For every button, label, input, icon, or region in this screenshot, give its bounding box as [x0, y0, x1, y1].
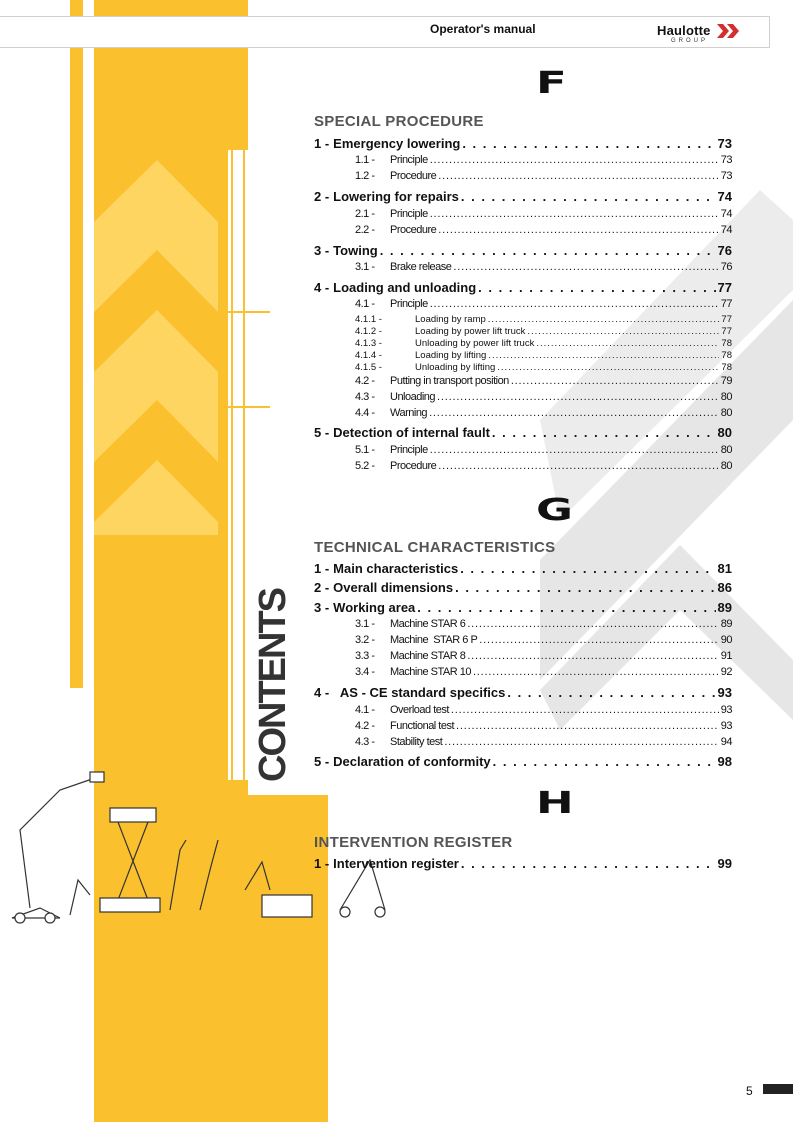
toc-entry-title: Principle	[390, 444, 428, 456]
logo-text: Haulotte	[657, 23, 711, 38]
dot-leader	[488, 350, 719, 361]
dot-leader	[438, 170, 718, 182]
dot-leader	[430, 208, 719, 220]
toc-entry-number: 3.4 -	[355, 666, 375, 678]
toc-entry-number: 2.1 -	[355, 208, 375, 220]
dot-leader	[467, 650, 718, 662]
toc-entry[interactable]	[355, 362, 732, 373]
toc-entry[interactable]	[314, 243, 732, 258]
toc-entry[interactable]	[355, 326, 732, 337]
toc-entry-title: Machine STAR 8	[390, 650, 466, 662]
dot-leader	[511, 375, 719, 387]
toc-entry-page: 80	[720, 391, 732, 403]
dot-leader	[456, 720, 719, 732]
toc-entry[interactable]	[355, 618, 732, 630]
main-yellow-band	[94, 0, 248, 1122]
toc-entry-page: 89	[717, 600, 732, 615]
toc-entry-title: Unloading by power lift truck	[415, 338, 535, 349]
toc-entry-title: Loading by ramp	[415, 314, 486, 325]
toc-entry[interactable]	[314, 580, 732, 595]
haulotte-logo	[657, 22, 743, 44]
toc-entry-number: 1.1 -	[355, 154, 375, 166]
toc-entry-number: 4 -	[314, 280, 330, 295]
toc-entry-title: Unloading	[390, 391, 436, 403]
header-title: Operator's manual	[430, 22, 536, 36]
section-heading-intervention-register: INTERVENTION REGISTER	[314, 834, 513, 851]
dot-leader	[497, 362, 719, 373]
toc-entry-page: 78	[721, 362, 732, 373]
toc-entry-page: 91	[720, 650, 732, 662]
toc-entry-title: Loading and unloading	[333, 280, 477, 295]
toc-entry-page: 81	[717, 561, 732, 576]
toc-entry-title: Declaration of conformity	[333, 754, 491, 769]
toc-entry-title: Towing	[333, 243, 378, 258]
dot-leader	[430, 298, 719, 310]
toc-entry-title: Overall dimensions	[333, 580, 454, 595]
dot-leader	[430, 444, 719, 456]
toc-entry[interactable]	[314, 425, 732, 440]
toc-entry-number: 4.3 -	[355, 736, 375, 748]
toc-entry-number: 4.2 -	[355, 375, 375, 387]
toc-entry-page: 78	[721, 338, 732, 349]
toc-entry-page: 74	[717, 189, 732, 204]
toc-entry-number: 5.2 -	[355, 460, 375, 472]
toc-entry-page: 78	[721, 350, 732, 361]
toc-entry-number: 4.3 -	[355, 391, 375, 403]
toc-entry-number: 1 -	[314, 136, 330, 151]
toc-entry-page: 90	[720, 634, 732, 646]
toc-entry-page: 92	[720, 666, 732, 678]
toc-entry-title: Intervention register	[333, 856, 459, 871]
toc-entry[interactable]	[355, 170, 732, 182]
dot-leader	[455, 580, 715, 595]
dot-leader	[473, 666, 719, 678]
thin-yellow-stripe	[70, 0, 83, 688]
toc-entry[interactable]	[355, 338, 732, 349]
toc-entry[interactable]	[355, 704, 732, 716]
toc-entry-title: Lowering for repairs	[333, 189, 459, 204]
toc-entry-title: AS - CE standard specifics	[333, 685, 506, 700]
toc-entry[interactable]	[355, 634, 732, 646]
toc-entry[interactable]	[314, 856, 732, 871]
toc-entry-number: 3 -	[314, 243, 330, 258]
toc-entry-number: 2 -	[314, 189, 330, 204]
toc-entry-page: 80	[720, 460, 732, 472]
toc-entry-title: Principle	[390, 298, 428, 310]
toc-entry[interactable]	[355, 407, 732, 419]
toc-entry-title: Putting in transport position	[390, 375, 509, 387]
dot-leader	[461, 189, 716, 204]
section-letter-f: F	[536, 66, 567, 101]
toc-entry-number: 4.1.3 -	[355, 338, 382, 349]
toc-entry-title: Principle	[390, 154, 428, 166]
toc-entry-title: Procedure	[390, 170, 437, 182]
toc-entry-page: 73	[720, 170, 732, 182]
section-letter-g: G	[536, 493, 573, 528]
dot-leader	[492, 425, 716, 440]
toc-entry-title: Procedure	[390, 460, 437, 472]
toc-entry-title: Working area	[333, 600, 416, 615]
dot-leader	[478, 280, 715, 295]
dot-leader	[507, 685, 715, 700]
toc-entry-page: 80	[717, 425, 732, 440]
toc-entry[interactable]	[355, 736, 732, 748]
toc-entry-page: 80	[720, 407, 732, 419]
toc-entry-number: 2 -	[314, 580, 330, 595]
toc-entry-title: Machine STAR 10	[390, 666, 471, 678]
toc-entry-number: 1 -	[314, 561, 330, 576]
toc-entry-number: 5 -	[314, 754, 330, 769]
toc-entry-number: 2.2 -	[355, 224, 375, 236]
toc-entry-number: 5 -	[314, 425, 330, 440]
toc-entry[interactable]	[314, 754, 732, 769]
toc-entry[interactable]	[314, 280, 732, 295]
toc-entry-number: 4.1 -	[355, 704, 375, 716]
toc-entry-page: 77	[717, 280, 732, 295]
toc-entry-number: 4 -	[314, 685, 330, 700]
toc-entry[interactable]	[355, 314, 732, 325]
toc-entry-title: Overload test	[390, 704, 449, 716]
toc-entry-number: 3 -	[314, 600, 330, 615]
toc-entry-page: 74	[720, 224, 732, 236]
toc-entry[interactable]	[355, 208, 732, 220]
dot-leader	[493, 754, 716, 769]
toc-entry-title: Brake release	[390, 261, 452, 273]
toc-entry[interactable]	[314, 600, 732, 615]
toc-entry-title: Unloading by lifting	[415, 362, 496, 373]
toc-entry-number: 3.3 -	[355, 650, 375, 662]
toc-entry-number: 1 -	[314, 856, 330, 871]
toc-entry-page: 93	[717, 685, 732, 700]
toc-entry-number: 3.1 -	[355, 261, 375, 273]
toc-entry-page: 98	[717, 754, 732, 769]
toc-entry[interactable]	[355, 460, 732, 472]
toc-entry-title: Machine STAR 6 P	[390, 634, 478, 646]
toc-entry-page: 76	[717, 243, 732, 258]
toc-entry-number: 4.1.2 -	[355, 326, 382, 337]
dot-leader	[527, 326, 719, 337]
dot-leader	[444, 736, 718, 748]
toc-entry-title: Warning	[390, 407, 428, 419]
toc-entry-page: 74	[720, 208, 732, 220]
toc-entry-page: 93	[720, 720, 732, 732]
toc-entry-page: 79	[720, 375, 732, 387]
toc-entry-page: 73	[717, 136, 732, 151]
dot-leader	[462, 136, 715, 151]
toc-entry-title: Main characteristics	[333, 561, 459, 576]
toc-entry-page: 89	[720, 618, 732, 630]
toc-entry-title: Loading by lifting	[415, 350, 487, 361]
dot-leader	[437, 391, 719, 403]
toc-entry-number: 3.1 -	[355, 618, 375, 630]
toc-entry[interactable]	[355, 720, 732, 732]
toc-entry[interactable]	[355, 224, 732, 236]
toc-entry[interactable]	[314, 189, 732, 204]
toc-entry-page: 73	[720, 154, 732, 166]
toc-entry-number: 4.4 -	[355, 407, 375, 419]
toc-entry[interactable]	[355, 391, 732, 403]
toc-entry-page: 77	[721, 326, 732, 337]
toc-entry-number: 1.2 -	[355, 170, 375, 182]
toc-entry-page: 77	[721, 314, 732, 325]
toc-entry[interactable]	[355, 261, 732, 273]
toc-entry-page: 77	[720, 298, 732, 310]
dot-leader	[467, 618, 718, 630]
toc-entry-title: Stability test	[390, 736, 443, 748]
page-tab	[763, 1084, 793, 1094]
page-number: 5	[746, 1084, 753, 1098]
dot-leader	[453, 261, 718, 273]
toc-entry-title: Detection of internal fault	[333, 425, 490, 440]
dot-leader	[451, 704, 719, 716]
toc-entry-title: Machine STAR 6	[390, 618, 466, 630]
dot-leader	[536, 338, 719, 349]
dot-leader	[461, 856, 716, 871]
toc-entry[interactable]	[355, 154, 732, 166]
toc-entry[interactable]	[355, 666, 732, 678]
logo-subtext: GROUP	[671, 38, 709, 44]
section-heading-technical-characteristics: TECHNICAL CHARACTERISTICS	[314, 539, 556, 556]
section-letter-h: H	[536, 786, 574, 821]
dot-leader	[429, 407, 719, 419]
dot-leader	[430, 154, 719, 166]
dot-leader	[479, 634, 718, 646]
toc-entry-page: 93	[720, 704, 732, 716]
dot-leader	[380, 243, 716, 258]
toc-entry[interactable]	[314, 136, 732, 151]
toc-entry[interactable]	[355, 375, 732, 387]
toc-entry[interactable]	[355, 650, 732, 662]
chevron-logo-icon	[717, 24, 743, 38]
toc-entry-number: 4.1.1 -	[355, 314, 382, 325]
dot-leader	[417, 600, 715, 615]
toc-entry-number: 4.1.4 -	[355, 350, 382, 361]
toc-entry[interactable]	[355, 298, 732, 310]
toc-entry-number: 3.2 -	[355, 634, 375, 646]
toc-entry[interactable]	[355, 444, 732, 456]
toc-entry-title: Emergency lowering	[333, 136, 461, 151]
toc-entry-number: 5.1 -	[355, 444, 375, 456]
toc-entry[interactable]	[355, 350, 732, 361]
dot-leader	[438, 460, 718, 472]
dot-leader	[438, 224, 718, 236]
toc-entry-page: 94	[720, 736, 732, 748]
toc-entry-number: 4.1 -	[355, 298, 375, 310]
toc-entry-page: 80	[720, 444, 732, 456]
section-heading-special-procedure: SPECIAL PROCEDURE	[314, 113, 484, 130]
dot-leader	[460, 561, 715, 576]
dot-leader	[488, 314, 720, 325]
toc-entry-title: Principle	[390, 208, 428, 220]
toc-entry-title: Functional test	[390, 720, 455, 732]
header-bar	[0, 16, 770, 48]
toc-entry[interactable]	[314, 561, 732, 576]
toc-entry-number: 4.2 -	[355, 720, 375, 732]
contents-vertical-label: CONTENTS	[252, 589, 294, 782]
toc-entry-title: Loading by power lift truck	[415, 326, 526, 337]
toc-entry-page: 76	[720, 261, 732, 273]
toc-entry-number: 4.1.5 -	[355, 362, 382, 373]
toc-entry[interactable]	[314, 685, 732, 700]
toc-entry-page: 99	[717, 856, 732, 871]
toc-entry-page: 86	[717, 580, 732, 595]
toc-entry-title: Procedure	[390, 224, 437, 236]
